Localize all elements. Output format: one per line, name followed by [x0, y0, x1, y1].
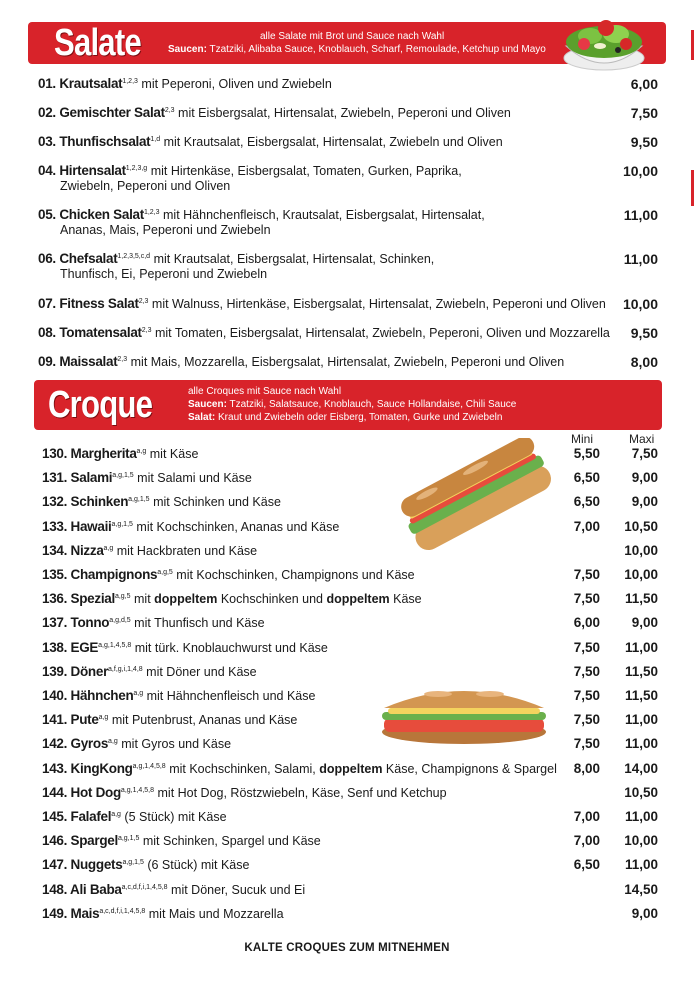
item-description: mit Döner, Sucuk und Ei: [171, 883, 306, 897]
item-name: 149. Mais: [42, 906, 100, 921]
price-maxi: 10,00: [624, 567, 658, 582]
item-allergens: a,c,d,f,i,1,4,5,8: [99, 908, 146, 915]
price-maxi: 9,00: [631, 906, 658, 921]
salate-note: alle Salate mit Brot und Sauce nach Wahl: [260, 31, 445, 42]
croque-item: [42, 494, 281, 510]
croque-item: [42, 785, 447, 801]
item-description: mit Hirtenkäse, Eisbergsalat, Tomaten, Gurken, Paprika,: [150, 164, 462, 178]
croque-item: [42, 591, 422, 607]
item-name: 07. Fitness Salat: [38, 296, 139, 311]
price-maxi: 9,00: [631, 494, 658, 509]
croque-item: [42, 446, 198, 462]
salate-saucen: [168, 44, 546, 56]
croque-item: [42, 567, 415, 583]
item-price: 8,00: [630, 354, 658, 370]
item-name: 143. KingKong: [42, 761, 133, 776]
item-allergens: a,f,g,i,1,4,8: [108, 666, 143, 673]
item-name: 134. Nizza: [42, 543, 104, 558]
item-allergens: 1,2,3,5,c,d: [117, 253, 151, 260]
salat-item: [38, 207, 485, 238]
item-allergens: a,g,5: [157, 569, 173, 576]
item-description-cont: Thunfisch, Ei, Peperoni und Zwiebeln: [60, 267, 268, 281]
item-price: 6,00: [630, 76, 658, 92]
item-name: 09. Maissalat: [38, 354, 118, 369]
item-allergens: 1,2,3: [143, 209, 160, 216]
item-name: 132. Schinken: [42, 494, 129, 509]
item-price: 10,00: [622, 163, 658, 179]
item-description: mit Hähnchenfleisch, Krautsalat, Eisbergsalat, Hirtensalat,: [163, 208, 485, 222]
item-description: mit Hackbraten und Käse: [116, 544, 258, 558]
item-description: mit Krautsalat, Eisbergsalat, Hirtensalat, Schinken,: [153, 252, 435, 266]
price-maxi: 10,00: [624, 833, 658, 848]
croque-item: [42, 470, 252, 486]
item-allergens: a,g,d,5: [109, 617, 131, 624]
item-description: mit Eisbergsalat, Hirtensalat, Zwiebeln, Peperoni und Oliven: [178, 106, 511, 120]
item-description: mit Schinken, Spargel und Käse: [142, 834, 321, 848]
croque-banner: [34, 380, 662, 430]
croque-salat: [188, 412, 502, 424]
item-description: mit Thunfisch und Käse: [134, 616, 265, 630]
item-emphasis: doppeltem: [154, 592, 218, 606]
item-name: 133. Hawaii: [42, 519, 112, 534]
price-mini: 7,00: [573, 519, 600, 534]
salat-item: [38, 76, 332, 92]
croque-note: alle Croques mit Sauce nach Wahl: [188, 386, 342, 397]
item-description: mit Mais, Mozzarella, Eisbergsalat, Hirtensalat, Zwiebeln, Peperoni und Oliven: [130, 355, 565, 369]
item-allergens: a,g,1,4,5,8: [120, 787, 155, 794]
croque-item: [42, 736, 231, 752]
price-maxi: 14,50: [624, 882, 658, 897]
croque-item: [42, 664, 257, 680]
croque-item: [42, 857, 249, 873]
salate-saucen-text: Tzatziki, Alibaba Sauce, Knoblauch, Scharf, Remoulade, Ketchup und Mayo: [209, 44, 546, 55]
item-allergens: a,g: [136, 448, 147, 455]
item-name: 139. Döner: [42, 664, 109, 679]
item-description-cont: Zwiebeln, Peperoni und Oliven: [60, 179, 231, 193]
item-price: 9,50: [630, 134, 658, 150]
croque-salat-text: Kraut und Zwiebeln oder Eisberg, Tomaten, Gurke und Zwiebeln: [218, 412, 503, 423]
croque-item: [42, 882, 305, 898]
price-maxi: 11,00: [624, 736, 658, 751]
salad-bowl-icon: [556, 6, 652, 78]
croque-saucen-text: Tzatziki, Salatsauce, Knoblauch, Sauce Hollandaise, Chili Sauce: [229, 399, 517, 410]
item-allergens: a,g,1,5: [122, 859, 144, 866]
item-allergens: a,c,d,f,i,1,4,5,8: [121, 884, 168, 891]
item-description-cont: Ananas, Mais, Peperoni und Zwiebeln: [60, 223, 271, 237]
price-mini: 6,50: [573, 857, 600, 872]
item-description: mit Tomaten, Eisbergsalat, Hirtensalat, Zwiebeln, Peperoni, Oliven und Mozzarella: [154, 326, 610, 340]
price-maxi: 10,00: [624, 543, 658, 558]
salat-item: [38, 105, 511, 121]
croque-item: [42, 906, 284, 922]
salat-item: [38, 354, 564, 370]
item-name: 08. Tomatensalat: [38, 325, 142, 340]
item-allergens: a,g,1,5: [111, 521, 133, 528]
item-description: mit Hähnchenfleisch und Käse: [146, 689, 316, 703]
col-mini-header: Mini: [571, 432, 594, 446]
price-mini: 7,50: [573, 567, 600, 582]
baguette-sandwich-icon: [396, 438, 562, 562]
item-name: 131. Salami: [42, 470, 113, 485]
price-mini: 7,50: [573, 664, 600, 679]
price-maxi: 11,50: [624, 688, 658, 703]
item-name: 05. Chicken Salat: [38, 207, 144, 222]
item-description: mit Walnuss, Hirtenkäse, Eisbergsalat, Hirtensalat, Zwiebeln, Peperoni und Oliven: [151, 297, 606, 311]
item-name: 130. Margherita: [42, 446, 137, 461]
price-mini: 7,50: [573, 688, 600, 703]
item-description: mit Salami und Käse: [137, 471, 252, 485]
croque-saucen-label: Saucen:: [188, 399, 227, 410]
salat-item: [38, 251, 434, 282]
croque-item: [42, 833, 321, 849]
item-price: 11,00: [623, 251, 658, 267]
price-mini: 8,00: [573, 761, 600, 776]
item-price: 10,00: [622, 296, 658, 312]
item-price: 7,50: [630, 105, 658, 121]
item-name: 04. Hirtensalat: [38, 163, 126, 178]
price-maxi: 11,00: [624, 809, 658, 824]
item-allergens: 2,3: [141, 327, 152, 334]
item-name: 138. EGE: [42, 640, 99, 655]
item-name: 137. Tonno: [42, 615, 110, 630]
price-maxi: 11,50: [624, 591, 658, 606]
salat-item: [38, 296, 606, 312]
item-emphasis: doppeltem: [326, 592, 390, 606]
croque-saucen: [188, 399, 516, 411]
item-allergens: a,g,1,4,5,8: [98, 642, 132, 649]
item-allergens: a,g: [108, 738, 118, 745]
footer-note: KALTE CROQUES ZUM MITNEHMEN: [244, 942, 450, 954]
item-allergens: 2,3: [138, 298, 149, 305]
item-price: 11,00: [623, 207, 658, 223]
croque-item: [42, 809, 227, 825]
price-mini: 7,50: [573, 736, 600, 751]
item-description: mit Putenbrust, Ananas und Käse: [111, 713, 298, 727]
croque-item: [42, 519, 339, 535]
croque-salat-label: Salat:: [188, 412, 216, 423]
item-allergens: a,g: [133, 690, 144, 697]
item-allergens: a,g,5: [114, 593, 131, 600]
item-description: mit Krautsalat, Eisbergsalat, Hirtensalat, Zwiebeln und Oliven: [163, 135, 503, 149]
item-allergens: a,g: [103, 545, 114, 552]
price-maxi: 11,00: [624, 640, 658, 655]
item-allergens: 1,d: [150, 136, 161, 143]
price-maxi: 11,00: [624, 857, 658, 872]
croque-item: [42, 640, 328, 656]
item-allergens: a,g: [111, 811, 121, 818]
salate-title: Salate: [54, 22, 141, 64]
item-name: 02. Gemischter Salat: [38, 105, 165, 120]
item-name: 140. Hähnchen: [42, 688, 134, 703]
item-allergens: a,g,1,5: [128, 496, 150, 503]
croque-item: [42, 761, 557, 777]
croque-item: [42, 615, 265, 631]
item-name: 144. Hot Dog: [42, 785, 121, 800]
croque-title: Croque: [48, 384, 153, 426]
item-description: (5 Stück) mit Käse: [124, 810, 227, 824]
item-description: mit Peperoni, Oliven und Zwiebeln: [141, 77, 332, 91]
price-maxi: 11,00: [624, 712, 658, 727]
item-description: mit Käse: [149, 447, 199, 461]
croque-item: [42, 688, 315, 704]
price-mini: 6,00: [573, 615, 600, 630]
price-maxi: 9,00: [631, 470, 658, 485]
price-mini: 6,50: [573, 494, 600, 509]
item-description: mit Döner und Käse: [146, 665, 257, 679]
item-description: mit Mais und Mozzarella: [148, 907, 284, 921]
item-price: 9,50: [630, 325, 658, 341]
item-name: 06. Chefsalat: [38, 251, 118, 266]
item-description-mid: Kochschinken und: [217, 592, 327, 606]
price-maxi: 10,50: [624, 785, 658, 800]
item-allergens: a,g: [98, 714, 109, 721]
salat-item: [38, 134, 503, 150]
item-description-mid: Käse, Champignons & Spargel: [382, 762, 557, 776]
item-allergens: a,g,1,4,5,8: [132, 763, 166, 770]
item-name: 147. Nuggets: [42, 857, 123, 872]
price-mini: 7,00: [573, 809, 600, 824]
price-maxi: 11,50: [624, 664, 658, 679]
col-maxi-header: Maxi: [629, 432, 655, 446]
croque-item: [42, 712, 297, 728]
item-allergens: a,g,1,5: [117, 835, 140, 842]
item-allergens: 1,2,3: [122, 78, 138, 85]
item-name: 148. Ali Baba: [42, 882, 122, 897]
item-name: 146. Spargel: [42, 833, 118, 848]
item-name: 142. Gyros: [42, 736, 109, 751]
item-description: mit Hot Dog, Röstzwiebeln, Käse, Senf und Ketchup: [157, 786, 447, 800]
sub-sandwich-icon: [378, 680, 550, 750]
item-name: 01. Krautsalat: [38, 76, 123, 91]
item-name: 135. Champignons: [42, 567, 158, 582]
salat-item: [38, 163, 462, 194]
item-description: mit Kochschinken, Ananas und Käse: [136, 520, 340, 534]
price-maxi: 9,00: [631, 615, 658, 630]
price-maxi: 10,50: [624, 519, 658, 534]
item-name: 136. Spezial: [42, 591, 115, 606]
item-allergens: 2,3: [117, 356, 128, 363]
price-mini: 7,00: [573, 833, 600, 848]
item-description-end: Käse: [389, 592, 422, 606]
item-allergens: 1,2,3,g: [125, 165, 148, 172]
salate-saucen-label: Saucen:: [168, 44, 207, 55]
price-mini: 5,50: [573, 446, 600, 461]
price-mini: 6,50: [573, 470, 600, 485]
item-allergens: 2,3: [164, 107, 175, 114]
croque-item: [42, 543, 257, 559]
item-allergens: a,g,1,5: [112, 472, 134, 479]
item-description: (6 Stück) mit Käse: [147, 858, 250, 872]
item-description: mit Kochschinken, Champignons und Käse: [176, 568, 415, 582]
item-description: mit Kochschinken, Salami,: [169, 762, 320, 776]
item-name: 03. Thunfischsalat: [38, 134, 151, 149]
item-name: 141. Pute: [42, 712, 99, 727]
item-emphasis: doppeltem: [319, 762, 383, 776]
salat-item: [38, 325, 610, 341]
item-description: mit: [134, 592, 155, 606]
price-mini: 7,50: [573, 640, 600, 655]
item-name: 145. Falafel: [42, 809, 112, 824]
price-maxi: 7,50: [631, 446, 658, 461]
item-description: mit türk. Knoblauchwurst und Käse: [134, 641, 328, 655]
price-mini: 7,50: [573, 712, 600, 727]
item-description: mit Schinken und Käse: [153, 495, 281, 509]
item-description: mit Gyros und Käse: [121, 737, 232, 751]
price-maxi: 14,00: [624, 761, 658, 776]
price-mini: 7,50: [573, 591, 600, 606]
